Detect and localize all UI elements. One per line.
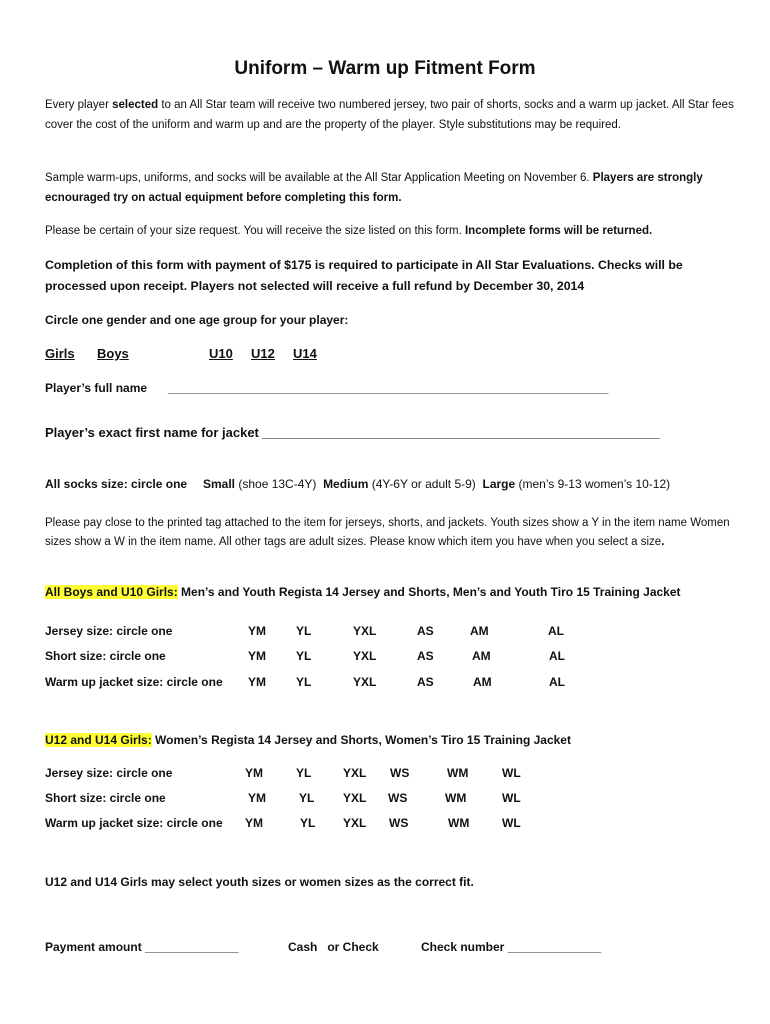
section2-size-option[interactable]: YL xyxy=(300,816,316,830)
socks-large[interactable]: Large xyxy=(482,477,516,491)
girls-size-note: U12 and U14 Girls may select youth sizes or women sizes as the correct fit. xyxy=(45,875,474,889)
section2-size-option[interactable]: WM xyxy=(448,816,470,830)
section1-size-option[interactable]: YM xyxy=(248,675,266,689)
intro-p3-text: Please be certain of your size request. You will receive the size listed on this form. xyxy=(45,225,465,237)
section1-row-label: Warm up jacket size: circle one xyxy=(45,675,223,689)
section2-highlight: U12 and U14 Girls: xyxy=(45,733,152,747)
option-u14[interactable]: U14 xyxy=(293,346,317,361)
socks-small-desc: (shoe 13C-4Y) xyxy=(235,477,317,491)
socks-medium[interactable]: Medium xyxy=(323,477,369,491)
section1-size-option[interactable]: AS xyxy=(417,624,434,638)
section1-size-option[interactable]: AM xyxy=(472,649,491,663)
option-u10[interactable]: U10 xyxy=(209,346,233,361)
section1-size-option[interactable]: YL xyxy=(296,649,312,663)
option-girls[interactable]: Girls xyxy=(45,346,75,361)
option-boys[interactable]: Boys xyxy=(97,346,129,361)
intro-p3-bold: Incomplete forms will be returned. xyxy=(464,225,653,237)
socks-large-desc: (men’s 9-13 women’s 10-12) xyxy=(515,477,671,491)
section2-desc: Women’s Regista 14 Jersey and Shorts, Women’s Tiro 15 Training Jacket xyxy=(151,733,571,747)
section1-size-option[interactable]: AM xyxy=(473,675,492,689)
section1-header xyxy=(45,585,681,599)
check-number-field[interactable]: ______________ xyxy=(507,940,602,954)
payment-requirement-paragraph: Completion of this form with payment of $175 is required to participate in All Star Evaluations. Checks will be processed upon receipt. Players not selected will receive a full refund by December 30, 2014 xyxy=(45,258,683,293)
section1-size-option[interactable]: AL xyxy=(549,675,565,689)
intro-p2-text: Sample warm-ups, uniforms, and socks will be available at the All Star Application Meeting on November 6. xyxy=(45,172,593,184)
check-number-label: Check number xyxy=(421,940,508,954)
section2-size-option[interactable]: YM xyxy=(245,816,263,830)
section1-highlight: All Boys and U10 Girls: xyxy=(45,585,178,599)
section2-size-option[interactable]: WS xyxy=(388,791,408,805)
section2-size-option[interactable]: YXL xyxy=(343,766,367,780)
section2-size-option[interactable]: YXL xyxy=(343,816,367,830)
intro-paragraph-3 xyxy=(45,221,735,241)
section2-size-option[interactable]: WL xyxy=(502,816,521,830)
section1-size-option[interactable]: YXL xyxy=(353,649,377,663)
section2-size-option[interactable]: YXL xyxy=(343,791,367,805)
section2-row-label: Jersey size: circle one xyxy=(45,766,173,780)
full-name-field[interactable]: __________________________________________________________________ xyxy=(168,381,609,395)
page-title: Uniform – Warm up Fitment Form xyxy=(234,58,536,79)
socks-small[interactable]: Small xyxy=(203,477,236,491)
section2-size-option[interactable]: YM xyxy=(248,791,266,805)
section1-size-option[interactable]: AS xyxy=(417,675,434,689)
tag-note-text: Please pay close to the printed tag attached to the item for jerseys, shorts, and jackets. Youth sizes show a Y in the item name Women sizes show a W in the item name. All other tags are adult sizes. Please know which item you have when you select a size xyxy=(45,517,730,548)
section1-size-option[interactable]: YL xyxy=(296,675,312,689)
section2-size-option[interactable]: WL xyxy=(502,791,521,805)
section2-size-option[interactable]: WS xyxy=(389,816,409,830)
section2-size-option[interactable]: WM xyxy=(445,791,467,805)
payment-amount xyxy=(45,940,238,954)
section2-row-label: Warm up jacket size: circle one xyxy=(45,816,223,830)
section1-size-option[interactable]: YXL xyxy=(353,624,377,638)
socks-medium-desc: (4Y-6Y or adult 5-9) xyxy=(368,477,476,491)
option-u12[interactable]: U12 xyxy=(251,346,275,361)
section2-size-option[interactable]: YL xyxy=(299,791,315,805)
intro-p1-text-rest: to an All Star team will receive two numbered jersey, two pair of shorts, socks and a warm up jacket. All Star fees cover the cost of the uniform and warm up and are the property of the player. Style substitutions may be required. xyxy=(45,99,734,131)
section1-size-option[interactable]: AL xyxy=(549,649,565,663)
section2-header xyxy=(45,733,571,747)
section1-size-option[interactable]: AS xyxy=(417,649,434,663)
section1-row-label: Short size: circle one xyxy=(45,649,166,663)
intro-p1-bold: selected xyxy=(112,99,159,111)
check-number xyxy=(421,940,601,954)
section1-size-option[interactable]: YXL xyxy=(353,675,377,689)
section1-row-label: Jersey size: circle one xyxy=(45,624,173,638)
payment-amount-label: Payment amount xyxy=(45,940,146,954)
section1-size-option[interactable]: AM xyxy=(470,624,489,638)
tag-note-period: . xyxy=(661,536,665,548)
section1-size-option[interactable]: YM xyxy=(248,624,266,638)
intro-p2-bold: Players are strongly ecnouraged try on actual equipment before completing this form. xyxy=(45,172,703,204)
full-name-label: Player’s full name xyxy=(45,381,148,395)
socks-label: All socks size: circle one xyxy=(45,477,188,491)
socks-options xyxy=(203,477,670,491)
gender-age-instruction: Circle one gender and one age group for your player: xyxy=(45,313,349,327)
section2-size-option[interactable]: YM xyxy=(245,766,263,780)
section2-row-label: Short size: circle one xyxy=(45,791,166,805)
jacket-name-label: Player’s exact first name for jacket xyxy=(45,425,259,440)
section1-desc: Men’s and Youth Regista 14 Jersey and Shorts, Men’s and Youth Tiro 15 Training Jacket xyxy=(177,585,681,599)
section1-size-option[interactable]: YM xyxy=(248,649,266,663)
intro-paragraph-1 xyxy=(45,95,735,135)
section2-size-option[interactable]: WS xyxy=(390,766,410,780)
section2-size-option[interactable]: WL xyxy=(502,766,521,780)
cash-or-check[interactable]: Cash or Check xyxy=(288,940,379,954)
section1-size-option[interactable]: AL xyxy=(548,624,564,638)
jacket-name-field[interactable]: _______________________________________________________ xyxy=(262,425,660,440)
section2-size-option[interactable]: WM xyxy=(447,766,469,780)
payment-amount-field[interactable]: ______________ xyxy=(145,940,239,954)
intro-paragraph-2 xyxy=(45,168,735,208)
section1-size-option[interactable]: YL xyxy=(296,624,312,638)
intro-p1-text: Every player xyxy=(45,99,113,111)
tag-note xyxy=(45,514,735,552)
section2-size-option[interactable]: YL xyxy=(296,766,312,780)
